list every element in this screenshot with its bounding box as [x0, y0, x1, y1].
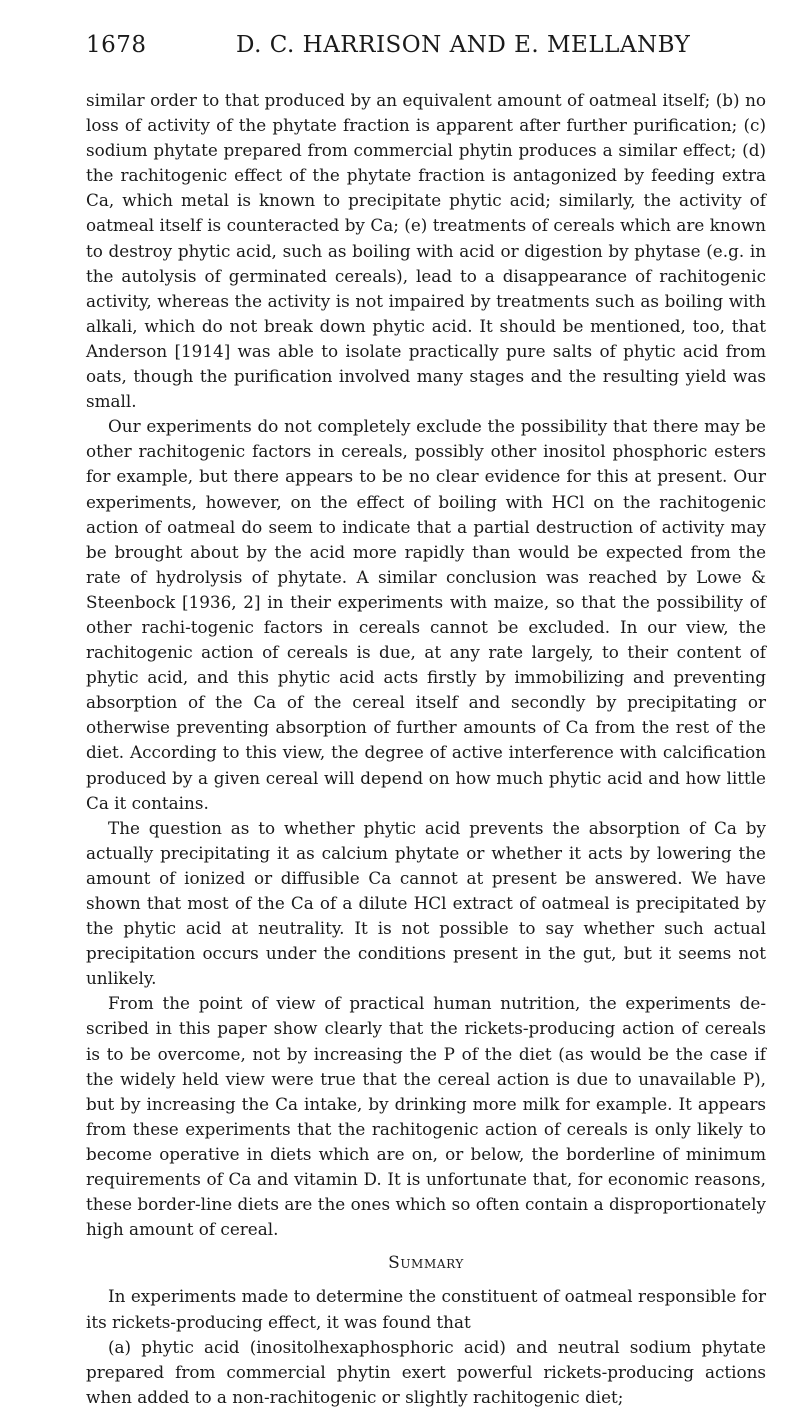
- summary-item-a: (a) phytic acid (inositolhexaphosphoric acid) and neutral sodium phytate prepared from commercial phytin exert powerful rickets-producing actions when added to a non-rachitogenic or slightly rachitogenic diet;: [86, 1336, 766, 1407]
- paragraph: From the point of view of practical human nutrition, the experiments de-scribed in this paper show clearly that the rickets-producing action of cereals is to be overcome, not by increasing the P of the diet (as would be the case if the widely held view were true that the cereal action is due to unavailable P), but by increasing the Ca intake, by drinking more milk for example. It appears from these experiments that the rachitogenic action of cereals is only likely to become operative in diets which are on, or below, the borderline of minimum requirements of Ca and vitamin D. It is unfortunate that, for economic reasons, these border-line diets are the ones which so often contain a disproportionately high amount of cereal.: [86, 993, 766, 1240]
- paragraph: Our experiments do not completely exclude the possibility that there may be other rachitogenic factors in cereals, possibly other inositol phosphoric esters for example, but there appears to be no clear evidence for this at present. Our experiments, however, on the effect of boiling with HCl on the rachitogenic action of oatmeal do seem to indicate that a partial destruction of activity may be brought about by the acid more rapidly than would be expected from the rate of hydrolysis of phytate. A similar conclusion was reached by Lowe & Steenbock [1936, 2] in their experiments with maize, so that the possibility of other rachi-togenic factors in cereals cannot be excluded. In our view, the rachitogenic action of cereals is due, at any rate largely, to their content of phytic acid, and this phytic acid acts firstly by immobilizing and preventing absorption of the Ca of the cereal itself and secondly by precipitating or otherwise preventing absorption of further amounts of Ca from the rest of the diet. According to this view, the degree of active interference with calcification produced by a given cereal will depend on how much phytic acid and how little Ca it contains.: [86, 416, 766, 813]
- body-text: [86, 88, 766, 1410]
- section-title-summary: Summary: [388, 1253, 464, 1274]
- paragraph-continuation: similar order to that produced by an equivalent amount of oatmeal itself; (b) no loss of activity of the phytate fraction is apparent after further purification; (c) sodium phytate prepared from commercial phytin produces a similar effect; (d) the rachitogenic effect of the phytate fraction is antagonized by feeding extra Ca, which metal is known to precipitate phytic acid; similarly, the activity of oatmeal itself is counteracted by Ca; (e) treatments of cereals which are known to destroy phytic acid, such as boiling with acid or digestion by phytase (e.g. in the autolysis of germinated cereals), lead to a disappearance of rachitogenic activity, whereas the activity is not impaired by treatments such as boiling with alkali, which do not break down phytic acid. It should be mentioned, too, that Anderson [1914] was able to isolate practically pure salts of phytic acid from oats, though the purification involved many stages and the resulting yield was small.: [86, 90, 766, 412]
- page-number: 1678: [86, 32, 147, 58]
- summary-intro: In experiments made to determine the constituent of oatmeal responsible for its rickets-producing effect, it was found that: [86, 1286, 766, 1332]
- page-header: [86, 32, 766, 72]
- running-head: D. C. HARRISON AND E. MELLANBY: [236, 32, 691, 58]
- paragraph: The question as to whether phytic acid prevents the absorption of Ca by actually precipitating it as calcium phytate or whether it acts by lowering the amount of ionized or diffusible Ca cannot at present be answered. We have shown that most of the Ca of a dilute HCl extract of oatmeal is precipitated by the phytic acid at neutrality. It is not possible to say whether such actual precipitation occurs under the conditions present in the gut, but it seems not unlikely.: [86, 817, 766, 989]
- document-page: [86, 32, 766, 1410]
